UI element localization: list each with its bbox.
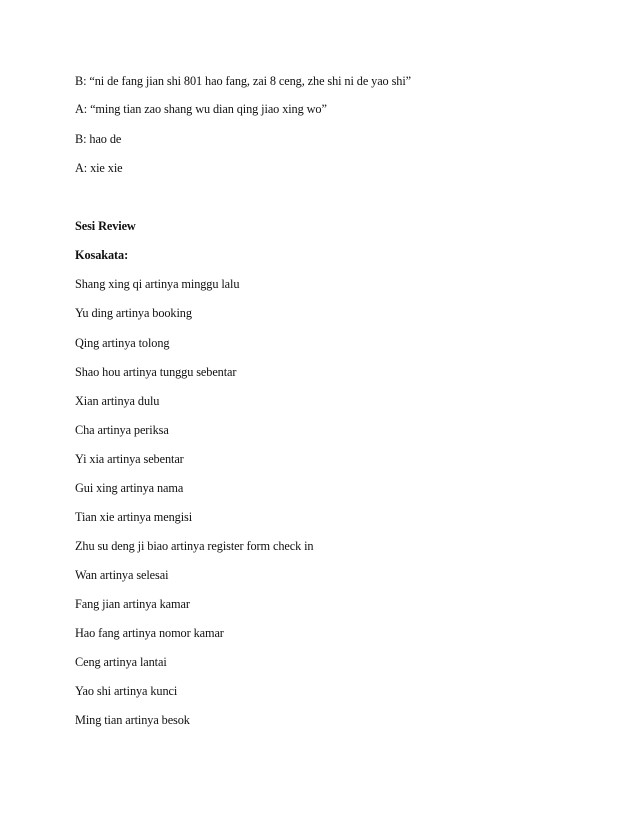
vocab-item: Wan artinya selesai xyxy=(75,568,169,582)
vocab-item: Ming tian artinya besok xyxy=(75,713,190,727)
vocab-item: Xian artinya dulu xyxy=(75,394,160,408)
dialogue-line: B: “ni de fang jian shi 801 hao fang, zai 8 ceng, zhe shi ni de yao shi” xyxy=(75,74,411,88)
vocab-item: Shang xing qi artinya minggu lalu xyxy=(75,277,240,291)
dialogue-line: A: “ming tian zao shang wu dian qing jiao xing wo” xyxy=(75,102,327,116)
vocab-item: Cha artinya periksa xyxy=(75,423,169,437)
vocab-item: Ceng artinya lantai xyxy=(75,655,167,669)
vocab-item: Yao shi artinya kunci xyxy=(75,684,178,698)
vocab-item: Yu ding artinya booking xyxy=(75,306,192,320)
vocab-item: Gui xing artinya nama xyxy=(75,481,184,495)
vocab-item: Tian xie artinya mengisi xyxy=(75,510,193,524)
vocab-item: Shao hou artinya tunggu sebentar xyxy=(75,365,237,379)
section-title: Sesi Review xyxy=(75,219,136,233)
dialogue-line: B: hao de xyxy=(75,132,122,146)
vocab-item: Qing artinya tolong xyxy=(75,336,170,350)
vocab-item: Yi xia artinya sebentar xyxy=(75,452,184,466)
vocab-item: Zhu su deng ji biao artinya register form check in xyxy=(75,539,314,553)
vocab-item: Fang jian artinya kamar xyxy=(75,597,190,611)
dialogue-line: A: xie xie xyxy=(75,161,123,175)
vocab-heading: Kosakata: xyxy=(75,248,129,262)
vocab-item: Hao fang artinya nomor kamar xyxy=(75,626,224,640)
